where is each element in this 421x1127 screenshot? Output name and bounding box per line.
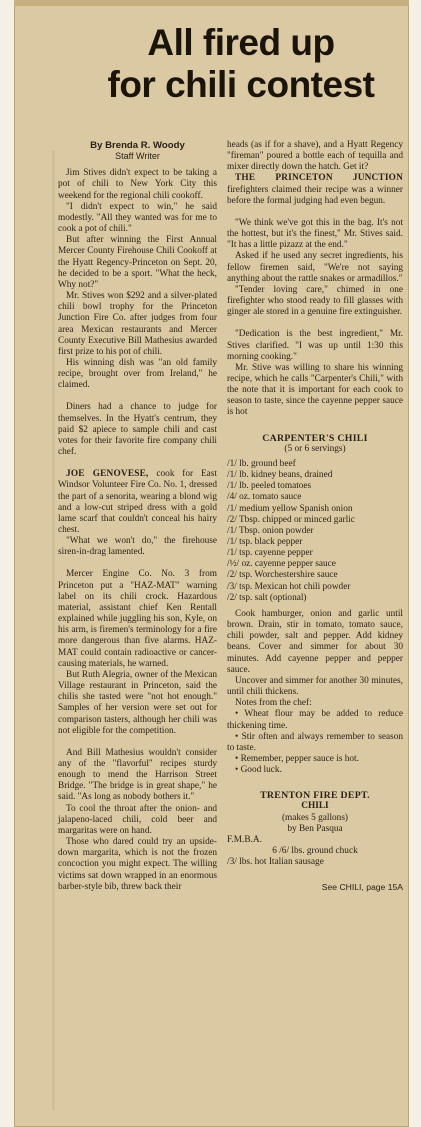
paragraph [58,469,217,536]
lead-in: JOE GENOVESE, [66,469,149,480]
paragraph: "Dedication is the best ingredient," Mr. Stives clarified. "I was up until 1:30 this morning cooking." [227,329,403,362]
paragraph: But Ruth Alegria, owner of the Mexican Village restaurant in Princeton, said the chilis she tasted were "not hot enough." Samples of her version were set out for comparison tasters, although her chili was not eligible for the competition. [58,669,217,736]
notes-heading: Notes from the chef: [235,698,312,709]
recipe-step: Uncover and simmer for another 30 minutes, until chili thickens. [227,675,403,698]
headline-line-2: for chili contest [107,64,375,105]
ingredient: 6 /6/ lbs. ground chuck [272,846,358,857]
paragraph: Those who dared could try an upside-down margarita, which is not the frozen concoction you might expect. The willing victims sat down wrapped in an enormous barber-style bib, threw back their [58,837,217,892]
paragraph: His winning dish was "an old family recipe, brought over from Ireland," he claimed. [58,357,217,391]
ingredient: /1/ lb. peeled tomatoes [227,481,312,492]
article-column-1 [58,140,217,893]
ingredient: /4/ oz. tomato sauce [227,492,302,503]
ingredient: /2/ tsp. Worchestershire sauce [227,570,338,581]
paragraph: To cool the throat after the onion- and jalapeno-laced chili, cold beer and margaritas were on hand. [58,803,217,836]
paragraph: Mr. Stives won $292 and a silver-plated chili bowl trophy for the Princeton Junction Fire Co. after judges from four area Mexican restaurants and Mercer County Executive Bill Mathesius awarded first prize to his pot of chili. [58,291,217,357]
ingredient: /2/ Tbsp. chipped or minced garlic [227,514,355,525]
article-column-2 [227,140,403,894]
lead-in: THE PRINCETON JUNCTION [235,173,403,184]
paragraph: But after winning the First Annual Mercer County Firehouse Chili Cookoff at the Hyatt Regency-Princeton on Sept. 20, he decided to be a sport. "What the heck, Why not?" [58,235,217,290]
column-rule [52,150,55,1110]
headline [76,22,406,106]
ingredient: /1/ tsp. black pepper [227,537,303,547]
ingredient: /3/ lbs. hot Italian sausage [227,857,324,868]
ingredient: /1/ lb. ground beef [227,458,296,469]
paragraph: heads (as if for a shave), and a Hyatt Regency "fireman" poured a bottle each of tequilla and mixer directly down the hatch. Get it? [227,140,403,173]
recipe-servings: (5 or 6 servings) [284,443,346,454]
trenton-recipe-title-2: CHILI [301,801,329,812]
byline-title: Staff Writer [115,151,160,162]
paragraph: And Bill Mathesius wouldn't consider any of the "flavorful" recipes sturdy enough to mend the Harrison Street Bridge. "The bridge is in great shape," he said. "As long as nobody bothers it." [58,747,217,803]
recipe-title: CARPENTER'S CHILI [262,432,368,444]
paragraph: "What we won't do," the firehouse siren-in-drag lamented. [58,536,217,558]
trenton-recipe-title: TRENTON FIRE DEPT. [260,790,370,802]
ingredient: /1/ medium yellow Spanish onion [227,503,353,514]
paragraph: Diners had a chance to judge for themselves. In the Hyatt's centrum, they paid $2 apiece to sample chili and cast votes for their favorite fire company chili chef. [58,402,217,458]
paragraph [227,173,403,206]
lead-in-text: cook for East Windsor Volunteer Fire Co. No. 1, dressed the part of a senorita, wearing a blond wig and a low-cut striped dress with a gold lame scarf that couldn't conceal his hairy chest. [58,469,218,535]
paragraph: "I didn't expect to win," he said modestly. "All they wanted was for me to cook a pot of chili." [58,201,217,235]
recipe-note: • Stir often and always remember to season to taste. [227,731,403,753]
paragraph: Mercer Engine Co. No. 3 from Princeton put a "HAZ-MAT" warning label on its chili crock. Hazardous material, assistant chief Ken Rentall explained while juggling his son, Kyle, on his arm, is firemen's terminology for a fire more dangerous than five alarms. HAZ-MAT could contain radioactive or cancer-causing materials, he warned. [58,569,217,669]
ingredient: /1/ tsp. cayenne pepper [227,548,313,559]
paragraph: Mr. Stive was willing to share his winning recipe, which he calls "Carpenter's Chili," with the note that it is important for each cook to season to taste, since the cayenne pepper sauce is hot [227,362,403,418]
trenton-org: F.M.B.A. [227,834,262,845]
ingredient: /1/ lb. kidney beans, drained [227,470,333,481]
ingredient: /½/ oz. cayenne pepper sauce [227,559,336,570]
paragraph: "We think we've got this in the bag. It's not the hottest, but it's the finest," Mr. Stives said. "It has a little pizazz at the end." [227,217,403,251]
continued-reference: See CHILI, page 15A [321,882,403,893]
byline: By Brenda R. Woody [90,140,185,151]
ingredient: /3/ tsp. Mexican hot chili powder [227,581,351,592]
newspaper-clipping [14,0,409,1127]
recipe-step: Cook hamburger, onion and garlic until brown. Drain, stir in tomato, tomato sauce, chili powder, salt and pepper. Add kidney beans. Cover and simmer for about 30 minutes. Add cayenne pepper and pepper sauce. [227,608,403,675]
top-border [14,0,409,6]
ingredient: /2/ tsp. salt (optional) [227,592,307,603]
lead-in-text: firefighters claimed their recipe was a winner before the formal judging had even begun. [227,184,403,206]
recipe-note: • Good luck. [235,765,282,776]
recipe-note: • Wheat flour may be added to reduce thickening time. [227,709,403,731]
headline-line-1: All fired up [147,22,335,63]
trenton-yield: (makes 5 gallons) [281,812,349,823]
ingredient: /1/ Tbsp. onion powder [227,525,314,536]
trenton-author: by Ben Pasqua [287,823,343,834]
paragraph: Asked if he used any secret ingredients, his fellow firemen said, "We're not saying anything about the rattle snakes or armadillos." [227,251,403,284]
paragraph: Jim Stives didn't expect to be taking a pot of chili to New York City this weekend for the regional chili cookoff. [58,168,217,201]
paragraph: "Tender loving care," chimed in one firefighter who stood ready to fill glasses with ginger ale stored in a genuine fire extinguisher. [227,284,403,318]
recipe-note: • Remember, pepper sauce is hot. [235,753,359,764]
